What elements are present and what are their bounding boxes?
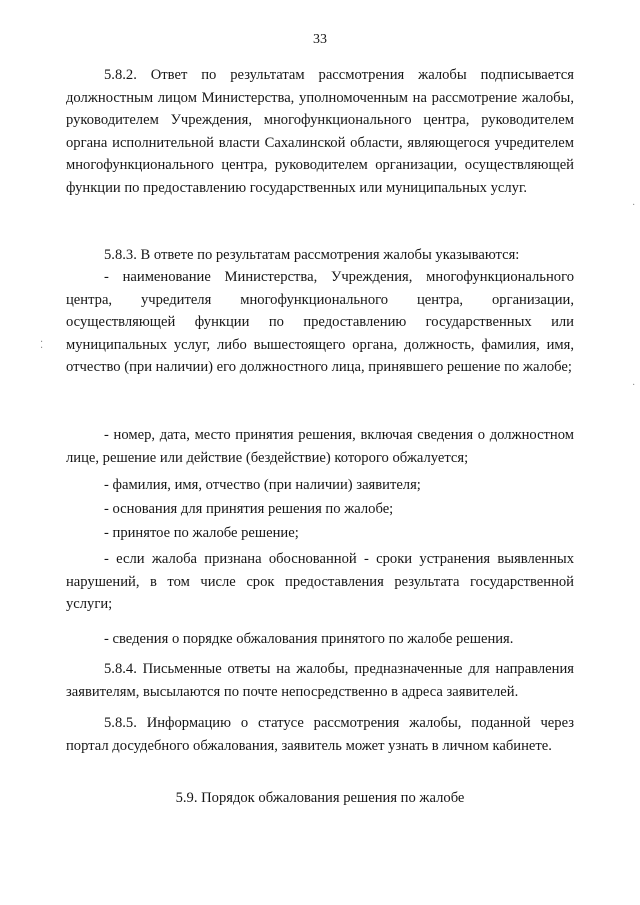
paragraph-5-8-3: 5.8.3. В ответе по результатам рассмотрения жалобы указываются: (104, 247, 520, 263)
list-item-appeal-procedure: - сведения о порядке обжалования принятого по жалобе решения. (104, 631, 514, 647)
scan-artifact-right: · (632, 200, 636, 211)
section-heading: 5.9. Порядок обжалования решения по жалобе (175, 790, 465, 806)
list-item-decision-taken: - принятое по жалобе решение; (104, 525, 299, 541)
scan-artifact-left: ⁚ (40, 340, 44, 351)
paragraph-5-8-5: 5.8.5. Информацию о статусе рассмотрения жалобы, поданной через портал досудебного обжалования, заявитель может узнать в личном кабинете. (66, 715, 574, 754)
list-item-decision-details: - номер, дата, место принятия решения, включая сведения о должностном лице, решение или действие (бездействие) которого обжалуется; (66, 427, 574, 466)
paragraph-5-8-4: 5.8.4. Письменные ответы на жалобы, предназначенные для направления заявителям, высылаются по почте непосредственно в адреса заявителей. (66, 661, 574, 700)
list-item-applicant-name: - фамилия, имя, отчество (при наличии) заявителя; (104, 477, 421, 493)
page-number: 33 (313, 32, 327, 47)
list-item-name-of-body: - наименование Министерства, Учреждения, многофункционального центра, учредителя многофункционального центра, организации, осуществляющей функции по предоставлению государственных или муниципальных услуг, либо вышестоящего органа, должность, фамилия, имя, отчество (при наличии) его должностного лица, принявшего решение по жалобе; (66, 269, 574, 376)
list-item-remedy-terms: - если жалоба признана обоснованной - сроки устранения выявленных нарушений, в том числе срок предоставления результата государственной услуги; (66, 551, 574, 613)
list-item-decision-grounds: - основания для принятия решения по жалобе; (104, 501, 394, 517)
paragraph-5-8-2: 5.8.2. Ответ по результатам рассмотрения жалобы подписывается должностным лицом Министерства, уполномоченным на рассмотрение жалобы, руководителем Учреждения, многофункционального центра, руководителем органа исполнительной власти Сахалинской области, являющегося учредителем многофункционального центра, руководителем организации, осуществляющей функции по предоставлению государственных или муниципальных услуг. (66, 67, 574, 196)
scan-artifact-right-2: · (632, 380, 636, 391)
